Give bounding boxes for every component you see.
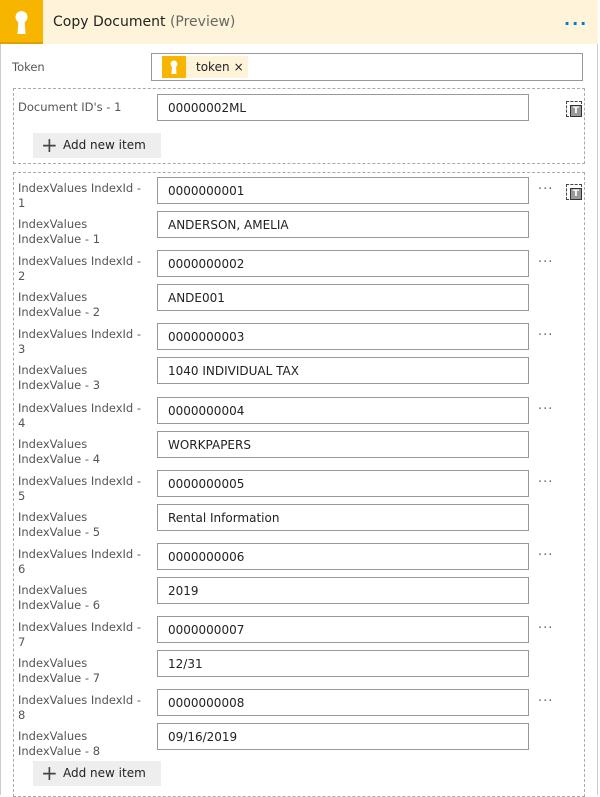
index-id-label: IndexValues IndexId - 2 — [18, 254, 142, 284]
document-id-label: Document ID's - 1 — [18, 100, 122, 114]
index-id-input[interactable]: 0000000007 — [157, 616, 529, 643]
index-value-input[interactable]: WORKPAPERS — [157, 431, 529, 458]
index-value-label: IndexValues IndexValue - 3 — [18, 363, 101, 393]
keyhole-icon — [0, 0, 43, 44]
add-label: Add new item — [63, 138, 146, 152]
index-id-input[interactable]: 0000000005 — [157, 470, 529, 497]
index-id-label: IndexValues IndexId - 5 — [18, 473, 142, 503]
index-id-label: IndexValues IndexId - 4 — [18, 400, 142, 430]
index-id-input[interactable]: 0000000006 — [157, 543, 529, 570]
switch-to-text-icon[interactable]: T — [566, 101, 582, 117]
card-title — [53, 14, 235, 30]
more-options-icon[interactable]: ··· — [538, 255, 554, 271]
index-id-input[interactable]: 0000000002 — [157, 250, 529, 277]
index-value-label: IndexValues IndexValue - 8 — [18, 729, 101, 759]
more-options-icon[interactable]: ··· — [538, 474, 554, 490]
index-id-input[interactable]: 0000000001 — [157, 177, 529, 204]
index-value-label: IndexValues IndexValue - 4 — [18, 436, 101, 466]
remove-token-icon[interactable]: × — [233, 60, 244, 74]
index-value-input[interactable]: 12/31 — [157, 650, 529, 677]
preview-label: (Preview) — [169, 14, 236, 30]
index-value-label: IndexValues IndexValue - 5 — [18, 509, 101, 539]
more-options-icon[interactable]: ··· — [538, 694, 554, 710]
index-value-input[interactable]: ANDE001 — [157, 284, 529, 311]
index-value-input[interactable]: ANDERSON, AMELIA — [157, 211, 529, 238]
index-value-label: IndexValues IndexValue - 7 — [18, 656, 101, 686]
add-document-id-button[interactable] — [33, 133, 161, 158]
index-id-label: IndexValues IndexId - 7 — [18, 620, 142, 650]
index-value-label: IndexValues IndexValue - 1 — [18, 217, 101, 246]
document-id-input[interactable]: 00000002ML — [157, 94, 529, 121]
index-value-label: IndexValues IndexValue - 2 — [18, 290, 101, 320]
title-text: Copy Document — [53, 14, 166, 30]
index-id-label: IndexValues IndexId - 1 — [18, 181, 142, 210]
add-index-value-button[interactable] — [33, 761, 161, 786]
index-id-input[interactable]: 0000000004 — [157, 397, 529, 424]
index-value-input[interactable]: 09/16/2019 — [157, 723, 529, 750]
index-value-input[interactable]: 2019 — [157, 577, 529, 604]
switch-to-text-icon[interactable]: T — [566, 184, 582, 200]
index-id-input[interactable]: 0000000003 — [157, 323, 529, 350]
token-chip-label: token — [196, 60, 230, 74]
token-chip[interactable] — [162, 56, 248, 78]
add-label: Add new item — [63, 766, 146, 780]
keyhole-icon — [162, 56, 186, 78]
index-id-label: IndexValues IndexId - 3 — [18, 327, 142, 357]
more-options-icon[interactable]: ··· — [564, 14, 589, 33]
plus-icon: + — [41, 133, 58, 157]
more-options-icon[interactable]: ··· — [538, 328, 554, 344]
index-value-input[interactable]: Rental Information — [157, 504, 529, 531]
more-options-icon[interactable]: ··· — [538, 182, 554, 197]
index-value-label: IndexValues IndexValue - 6 — [18, 583, 101, 612]
index-id-label: IndexValues IndexId - 8 — [18, 693, 142, 723]
plus-icon: + — [41, 761, 58, 785]
more-options-icon[interactable]: ··· — [538, 621, 554, 637]
token-label: Token — [12, 60, 45, 74]
more-options-icon[interactable]: ··· — [538, 548, 554, 563]
token-input[interactable] — [151, 53, 583, 81]
card-header[interactable] — [0, 0, 598, 44]
more-options-icon[interactable]: ··· — [538, 401, 554, 417]
index-value-input[interactable]: 1040 INDIVIDUAL TAX — [157, 357, 529, 384]
index-id-input[interactable]: 0000000008 — [157, 689, 529, 716]
index-id-label: IndexValues IndexId - 6 — [18, 547, 142, 576]
